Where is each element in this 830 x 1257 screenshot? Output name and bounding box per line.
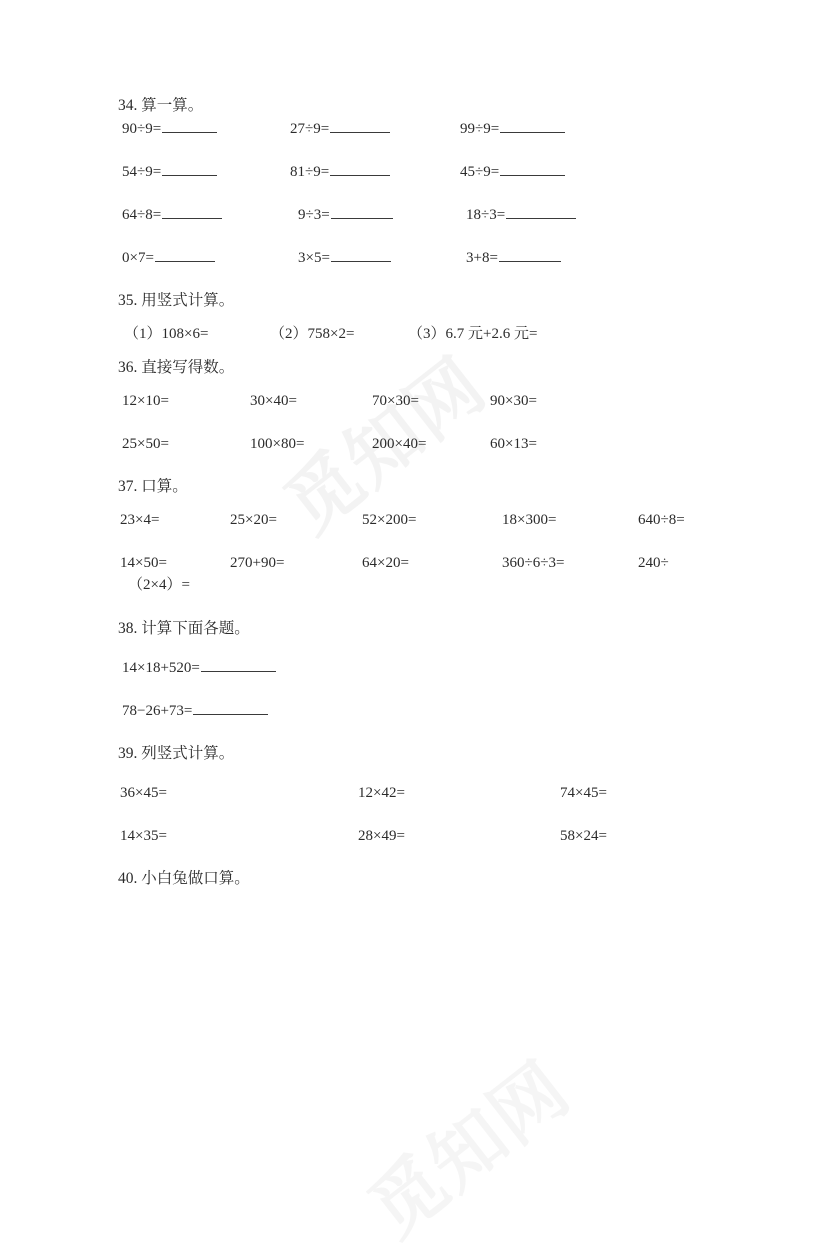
spacer xyxy=(118,314,718,324)
section-36-row-2 xyxy=(118,434,718,477)
section-34-row-4 xyxy=(118,248,718,291)
section-38 xyxy=(118,619,718,744)
problem-expression: 18÷3= xyxy=(466,206,506,223)
section-37-row-2-wrap xyxy=(118,575,718,595)
section-38-row-2 xyxy=(118,701,718,744)
problem-expression: 45÷9= xyxy=(460,163,500,180)
answer-blank[interactable] xyxy=(162,119,217,133)
problem-expression: 78−26+73= xyxy=(122,702,193,719)
problem-cell xyxy=(466,248,561,268)
spacer xyxy=(118,381,718,391)
problem-cell xyxy=(298,205,393,225)
answer-blank[interactable] xyxy=(500,119,565,133)
section-37-title: 37. 口算。 xyxy=(118,477,188,495)
answer-blank[interactable] xyxy=(193,701,268,715)
section-34-title: 34. 算一算。 xyxy=(118,97,204,114)
section-39 xyxy=(118,744,718,869)
answer-blank[interactable] xyxy=(499,248,561,262)
problem-expression: 14×35= xyxy=(120,827,167,844)
section-37-row-2 xyxy=(118,553,718,575)
problem-cell xyxy=(122,162,217,182)
problem-expression: 200×40= xyxy=(372,435,427,452)
spacer xyxy=(118,642,718,658)
section-34-row-1 xyxy=(118,119,718,162)
worksheet-content xyxy=(118,96,718,891)
section-37-row-1 xyxy=(118,510,718,553)
problem-expression: 23×4= xyxy=(120,511,160,528)
problem-item: （1）108×6= xyxy=(124,325,209,342)
problem-item: （2）758×2= xyxy=(270,325,355,342)
problem-expression: 240÷ xyxy=(638,554,669,571)
problem-cell xyxy=(122,658,276,678)
problem-item: （3）6.7 元+2.6 元= xyxy=(408,325,538,342)
section-34 xyxy=(118,96,718,291)
problem-expression: 12×42= xyxy=(358,784,405,801)
problem-expression: 0×7= xyxy=(122,249,154,266)
problem-expression: 3+8= xyxy=(466,249,498,266)
problem-expression: 27÷9= xyxy=(290,120,330,137)
problem-expression: 70×30= xyxy=(372,392,419,409)
answer-blank[interactable] xyxy=(201,658,276,672)
spacer xyxy=(118,767,718,783)
watermark-bottom xyxy=(344,1033,589,1257)
answer-blank[interactable] xyxy=(330,119,390,133)
problem-expression: 60×13= xyxy=(490,435,537,452)
answer-blank[interactable] xyxy=(500,162,565,176)
problem-cell xyxy=(290,119,390,139)
problem-expression: 90÷9= xyxy=(122,120,162,137)
problem-expression: 12×10= xyxy=(122,392,169,409)
problem-expression: 100×80= xyxy=(250,435,305,452)
problem-expression: 18×300= xyxy=(502,511,557,528)
section-36-row-1 xyxy=(118,391,718,434)
problem-expression: 52×200= xyxy=(362,511,417,528)
section-37 xyxy=(118,477,718,595)
section-34-row-2 xyxy=(118,162,718,205)
problem-cell xyxy=(122,248,215,268)
section-36-title: 36. 直接写得数。 xyxy=(118,358,235,376)
problem-cell xyxy=(122,701,268,721)
problem-cell xyxy=(122,205,222,225)
spacer xyxy=(118,500,718,510)
problem-expression: 9÷3= xyxy=(298,206,330,223)
section-35-title: 35. 用竖式计算。 xyxy=(118,291,235,309)
section-39-row-2 xyxy=(118,826,718,869)
problem-expression: 99÷9= xyxy=(460,120,500,137)
problem-cell xyxy=(466,205,576,225)
problem-expression: 25×50= xyxy=(122,435,169,452)
section-39-row-1 xyxy=(118,783,718,826)
problem-expression: 54÷9= xyxy=(122,163,162,180)
answer-blank[interactable] xyxy=(331,205,393,219)
problem-cell xyxy=(298,248,391,268)
answer-blank[interactable] xyxy=(162,205,222,219)
section-35-row-1 xyxy=(118,324,718,358)
problem-expression: 30×40= xyxy=(250,392,297,409)
spacer xyxy=(118,595,718,619)
problem-expression: 640÷8= xyxy=(638,511,685,528)
section-39-title: 39. 列竖式计算。 xyxy=(118,744,235,762)
problem-expression: 36×45= xyxy=(120,784,167,801)
problem-expression: 28×49= xyxy=(358,827,405,844)
problem-expression: 74×45= xyxy=(560,784,607,801)
problem-expression: 58×24= xyxy=(560,827,607,844)
section-40-title: 40. 小白兔做口算。 xyxy=(118,869,250,887)
problem-expression-continuation: （2×4）= xyxy=(128,576,190,593)
section-40 xyxy=(118,869,718,890)
problem-cell xyxy=(290,162,390,182)
problem-expression: 64×20= xyxy=(362,554,409,571)
answer-blank[interactable] xyxy=(155,248,215,262)
section-36 xyxy=(118,358,718,477)
section-34-row-3 xyxy=(118,205,718,248)
problem-cell xyxy=(460,119,565,139)
section-35 xyxy=(118,291,718,358)
problem-expression: 14×50= xyxy=(120,554,167,571)
problem-expression: 81÷9= xyxy=(290,163,330,180)
answer-blank[interactable] xyxy=(330,162,390,176)
problem-expression: 270+90= xyxy=(230,554,285,571)
section-38-row-1 xyxy=(118,658,718,701)
problem-cell xyxy=(460,162,565,182)
problem-expression: 90×30= xyxy=(490,392,537,409)
problem-cell xyxy=(122,119,217,139)
problem-expression: 14×18+520= xyxy=(122,659,200,676)
problem-expression: 3×5= xyxy=(298,249,330,266)
section-38-title: 38. 计算下面各题。 xyxy=(118,619,250,637)
problem-expression: 360÷6÷3= xyxy=(502,554,565,571)
answer-blank[interactable] xyxy=(162,162,217,176)
problem-expression: 25×20= xyxy=(230,511,277,528)
answer-blank[interactable] xyxy=(331,248,391,262)
problem-expression: 64÷8= xyxy=(122,206,162,223)
answer-blank[interactable] xyxy=(506,205,576,219)
